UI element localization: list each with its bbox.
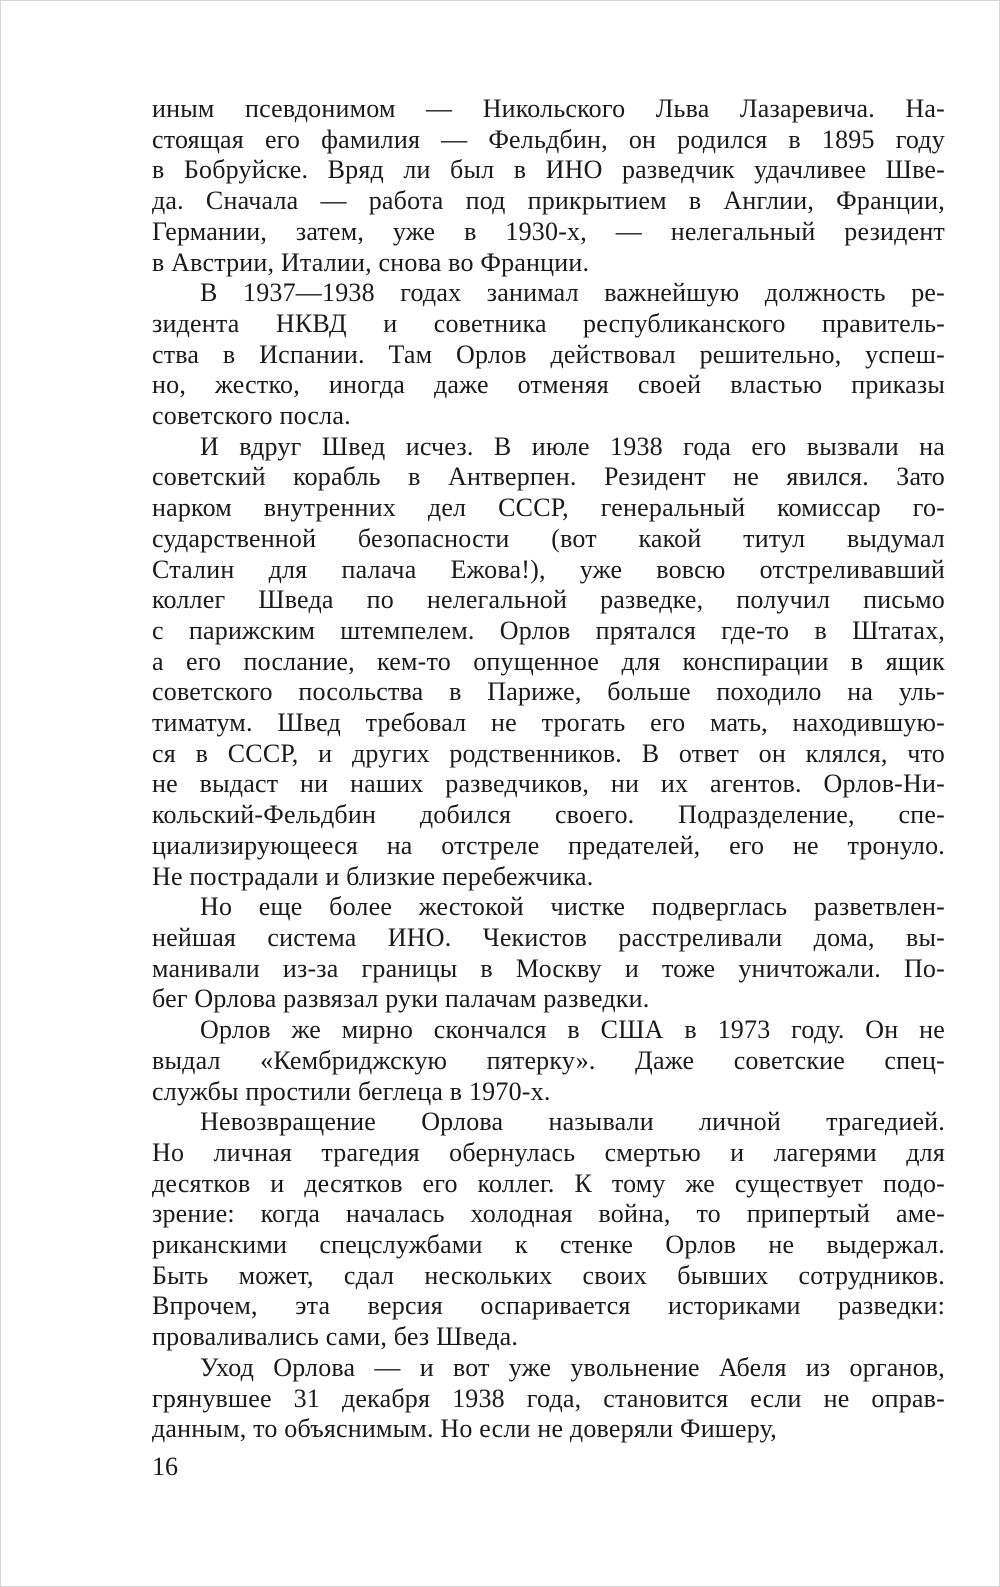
- text-line: Впрочем, эта версия оспаривается историками разведки:: [152, 1291, 945, 1321]
- text-line: Сталин для палача Ежова!), уже вовсю отстреливавший: [152, 554, 945, 584]
- text-block: [152, 94, 945, 1445]
- text-line: И вдруг Швед исчез. В июле 1938 года его вызвали на: [200, 431, 945, 461]
- text-line: циализирующееся на отстреле предателей, его не тронуло.: [152, 830, 945, 860]
- text-line: кольский-Фельдбин добился своего. Подразделение, спе-: [152, 800, 945, 830]
- text-line: грянувшее 31 декабря 1938 года, становится если не оправ-: [152, 1383, 945, 1413]
- text-line: сударственной безопасности (вот какой титул выдумал: [152, 523, 945, 553]
- text-line: Орлов же мирно скончался в США в 1973 году. Он не: [200, 1015, 945, 1045]
- text-line: Невозвращение Орлова называли личной трагедией.: [200, 1107, 945, 1137]
- text-line: проваливались сами, без Шведа.: [152, 1322, 519, 1352]
- text-line: Но еще более жестокой чистке подверглась разветвлен-: [200, 892, 945, 922]
- text-line: а его послание, кем-то опущенное для конспирации в ящик: [152, 646, 945, 676]
- text-line: выдал «Кембриджскую пятерку». Даже советские спец-: [152, 1045, 945, 1075]
- text-line: бег Орлова развязал руки палачам разведки.: [152, 984, 650, 1014]
- text-line: Не пострадали и близкие перебежчика.: [152, 861, 594, 891]
- text-line: риканскими спецслужбами к стенке Орлов не выдержал.: [152, 1230, 945, 1260]
- text-line: Быть может, сдал нескольких своих бывших сотрудников.: [152, 1260, 945, 1290]
- text-line: нейшая система ИНО. Чекистов расстреливали дома, вы-: [152, 922, 945, 952]
- text-line: ся в СССР, и других родственников. В ответ он клялся, что: [152, 738, 945, 768]
- text-line: стоящая его фамилия — Фельдбин, он родился в 1895 году: [152, 124, 945, 154]
- paragraph: [152, 278, 945, 432]
- text-line: десятков и десятков его коллег. К тому же существует подо-: [152, 1168, 945, 1198]
- page-number: 16: [152, 1452, 178, 1481]
- text-line: не выдаст ни наших разведчиков, ни их агентов. Орлов-Ни-: [152, 769, 945, 799]
- text-line: коллег Шведа по нелегальной разведке, получил письмо: [152, 585, 945, 615]
- paragraph: [152, 1015, 945, 1107]
- text-line: зидента НКВД и советника республиканского правитель-: [152, 308, 945, 338]
- text-line: иным псевдонимом — Никольского Льва Лазаревича. На-: [152, 94, 945, 123]
- text-line: с парижским штемпелем. Орлов прятался где-то в Штатах,: [152, 615, 945, 645]
- text-line: Германии, затем, уже в 1930-х, — нелегальный резидент: [152, 216, 945, 246]
- text-line: но, жестко, иногда даже отменяя своей властью приказы: [152, 370, 945, 400]
- text-line: советский корабль в Антверпен. Резидент не явился. Зато: [152, 462, 945, 492]
- text-line: манивали из-за границы в Москву и тоже уничтожали. По-: [152, 953, 945, 983]
- text-line: в Австрии, Италии, снова во Франции.: [152, 247, 590, 277]
- text-line: да. Сначала — работа под прикрытием в Англии, Франции,: [152, 186, 945, 216]
- text-line: Но личная трагедия обернулась смертью и лагерями для: [152, 1137, 945, 1167]
- paragraph: [152, 94, 945, 278]
- paragraph: [152, 892, 945, 1015]
- paragraph: [152, 1107, 945, 1353]
- text-line: нарком внутренних дел СССР, генеральный комиссар го-: [152, 493, 945, 523]
- text-line: данным, то объяснимым. Но если не доверяли Фишеру,: [152, 1414, 777, 1444]
- text-line: Уход Орлова — и вот уже увольнение Абеля из органов,: [200, 1352, 945, 1382]
- text-line: советского посольства в Париже, больше походило на уль-: [152, 677, 945, 707]
- paragraph: [152, 432, 945, 893]
- text-line: службы простили беглеца в 1970-х.: [152, 1076, 551, 1106]
- text-line: тиматум. Швед требовал не трогать его мать, находившую-: [152, 708, 945, 738]
- text-line: ства в Испании. Там Орлов действовал решительно, успеш-: [152, 339, 945, 369]
- text-line: В 1937—1938 годах занимал важнейшую должность ре-: [200, 278, 945, 308]
- text-line: зрение: когда началась холодная война, то припертый аме-: [152, 1199, 945, 1229]
- text-line: советского посла.: [152, 401, 351, 431]
- paragraph: [152, 1353, 945, 1445]
- text-line: в Бобруйске. Вряд ли был в ИНО разведчик удачливее Шве-: [152, 155, 945, 185]
